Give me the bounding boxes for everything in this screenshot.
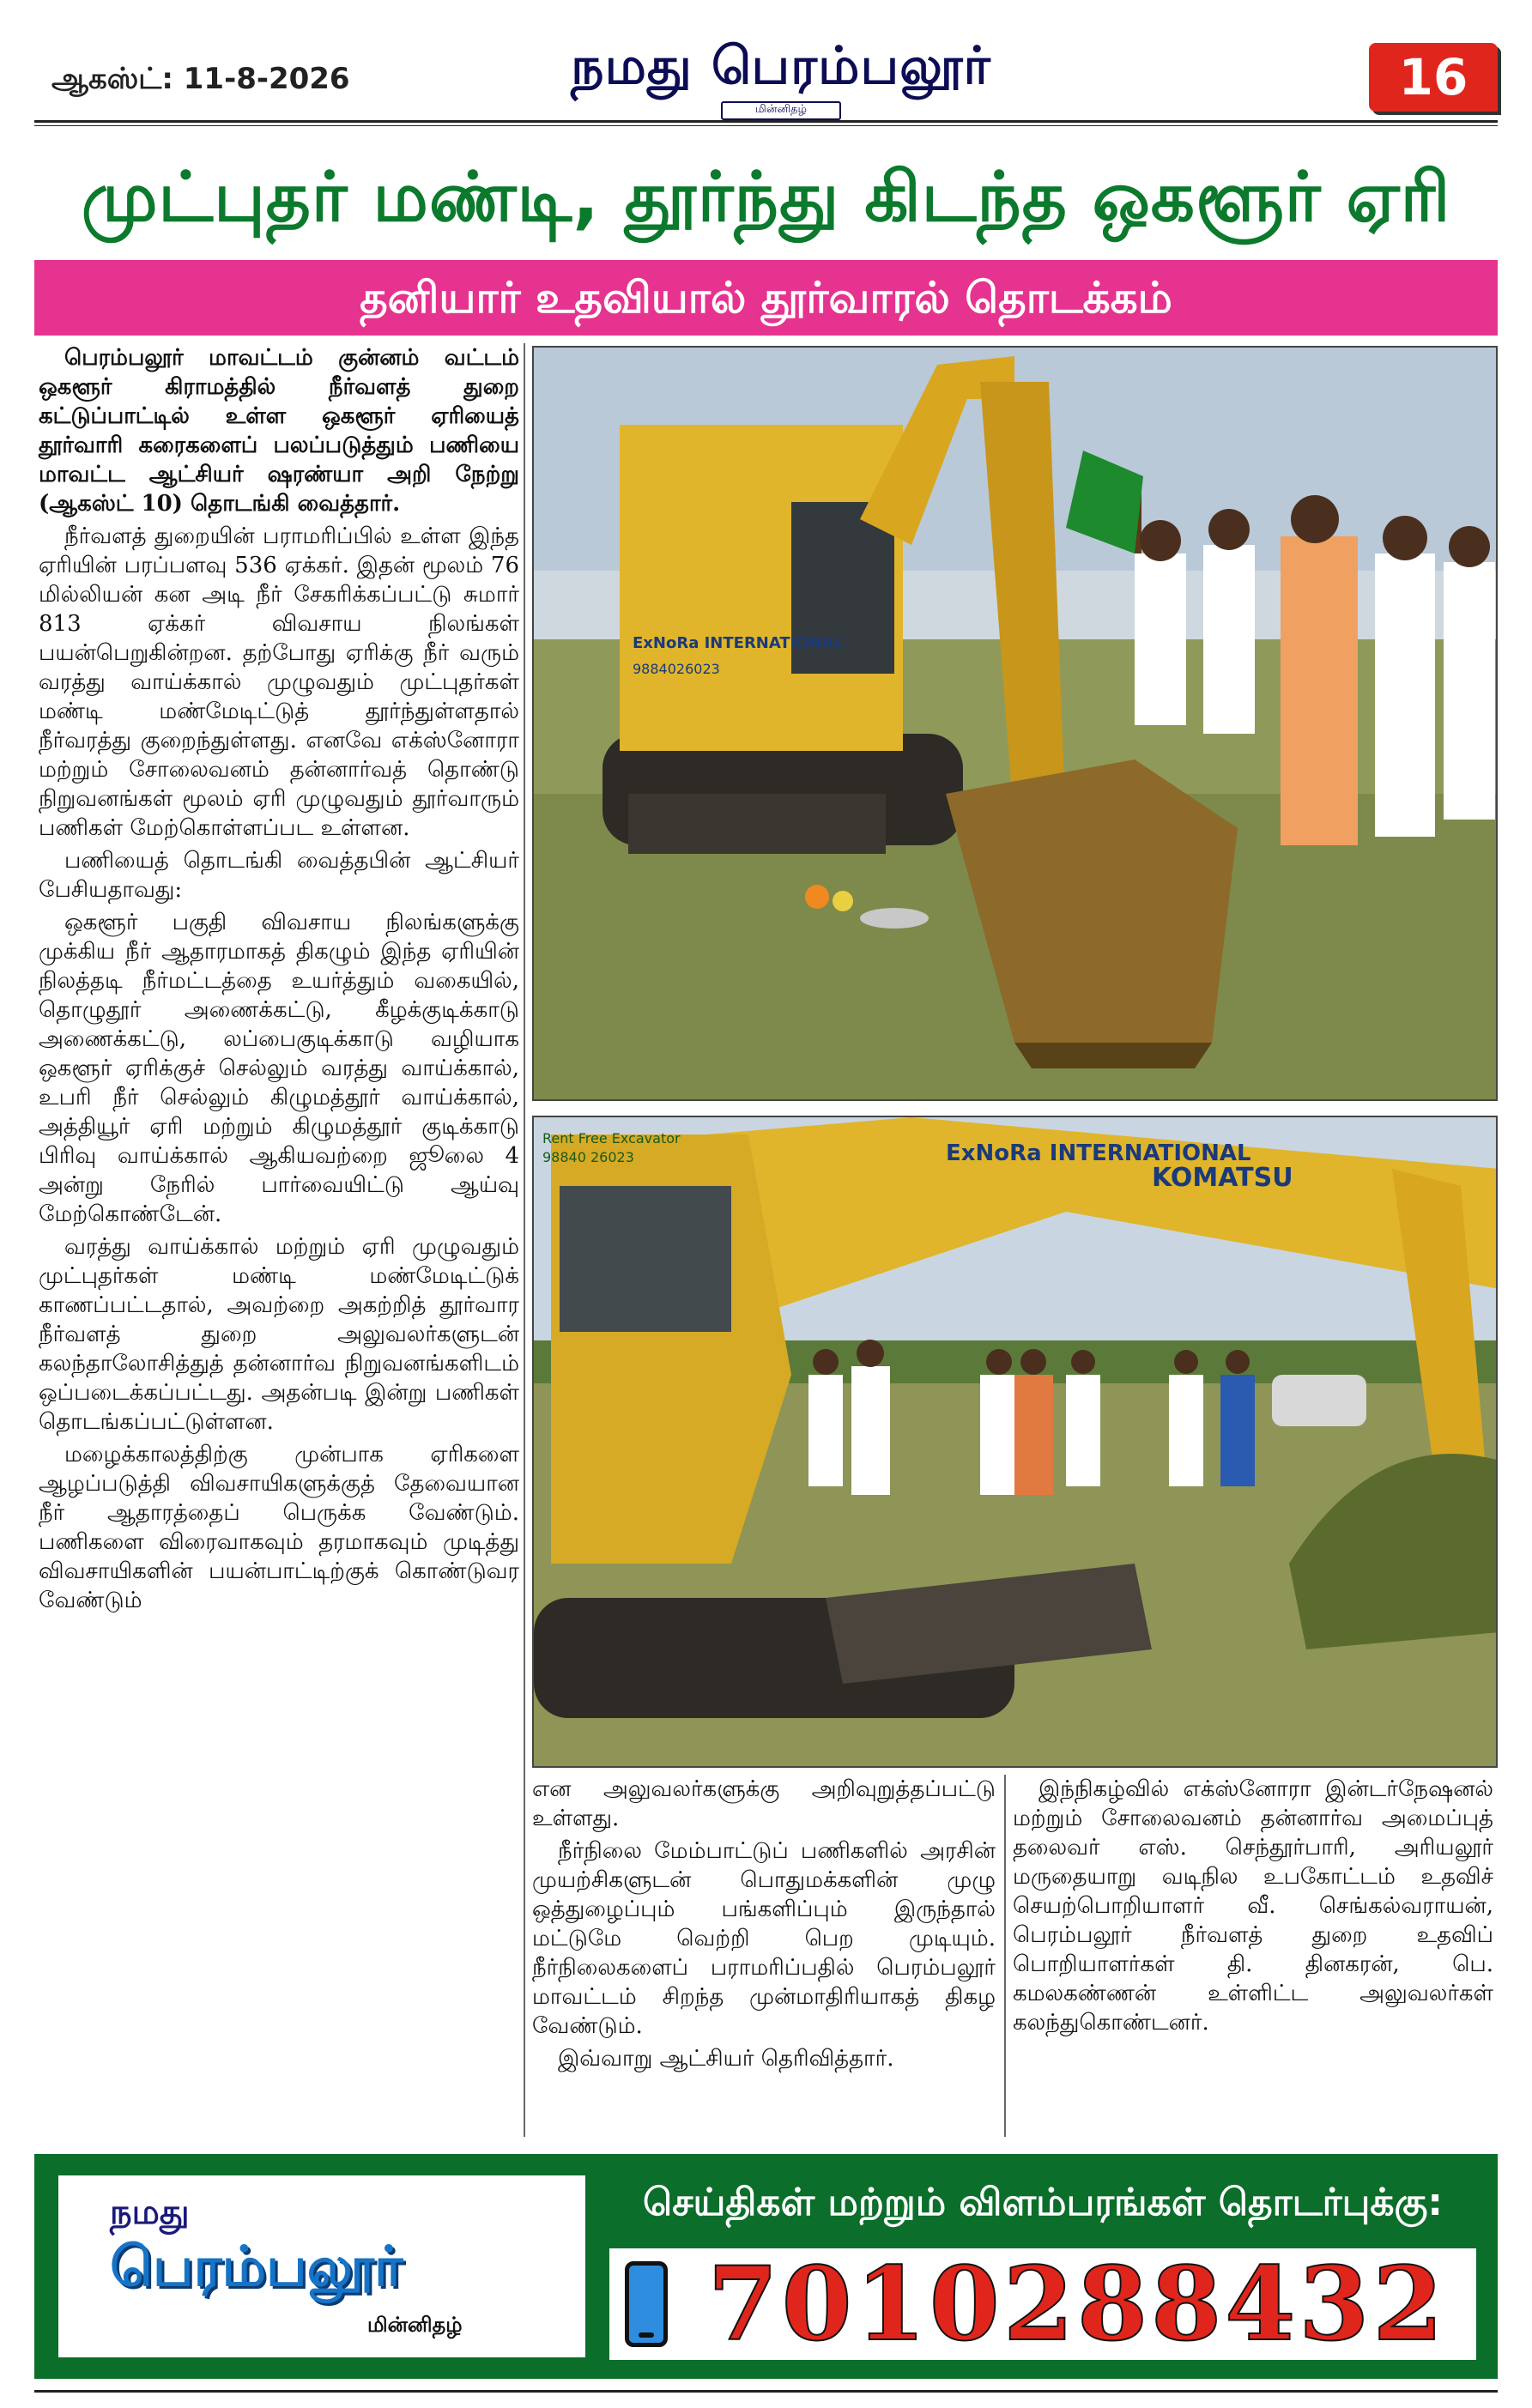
contact-label: செய்திகள் மற்றும் விளம்பரங்கள் தொடர்புக்கு:: [643, 2181, 1443, 2224]
paragraph: இந்நிகழ்வில் எக்ஸ்னோரா இன்டர்நேஷனல் மற்றும் சோலைவனம் தன்னார்வ அமைப்புத் தலைவர் எஸ். செந்தூர்பாரி, அரியலூர் மருதையாறு வடிநில உபகோட்டம் உதவிச் செயற்பொறியாளர் வீ. செங்கல்வராயன், பெரம்பலூர் நீர்வளத் துறை உதவிப் பொறியாளர்கள் தி. தினகரன், பெ. கமலகண்ணன் உள்ளிட்ட அலுவலர்கள் கலந்துகொண்டனர்.: [1013, 1776, 1493, 2036]
paragraph: பணியைத் தொடங்கி வைத்தபின் ஆட்சியர் பேசியதாவது:: [39, 848, 519, 903]
photo-brand-text: KOMATSU: [1152, 1163, 1293, 1193]
paragraph: ஒகளூர் பகுதி விவசாய நிலங்களுக்கு முக்கிய நீர் ஆதாரமாகத் திகழும் இந்த ஏரியின் நிலத்தடி நீர்மட்டத்தை உயர்த்தும் வகையில், தொழுதூர் அணைக்கட்டு, கீழக்குடிக்காடு அணைக்கட்டு, லப்பைகுடிக்காடு வழியாக ஒகளூர் ஏரிக்குச் செல்லும் வரத்து வாய்க்கால், உபரி நீர் செல்லும் கிழுமத்தூர் வாய்க்கால், அத்தியூர் ஏரி மற்றும் கிழுமத்தூர் குடிக்காடு பிரிவு வாய்க்கால் ஆகியவற்றை ஜூலை 4 அன்று நேரில் பார்வையிட்டு ஆய்வு மேற்கொண்டேன்.: [39, 910, 519, 1227]
photo-excavator-digging: [532, 1116, 1498, 1768]
paragraph: நீர்வளத் துறையின் பராமரிப்பில் உள்ள இந்த ஏரியின் பரப்பளவு 536 ஏக்கர். இதன் மூலம் 76 மில்லியன் கன அடி நீர் சேகரிக்கப்பட்டு சுமார் 813 ஏக்கர் விவசாய நிலங்கள் பயன்பெறுகின்றன. தற்போது ஏரிக்கு நீர் வரும் வரத்து வாய்க்கால் முழுவதும் முட்புதர்கள் மண்டி மண்மேடிட்டுத் தூர்ந்துள்ளதால் நீர்வரத்து குறைந்துள்ளது. எனவே எக்ஸ்னோரா மற்றும் சோலைவனம் தன்னார்வத் தொண்டு நிறுவனங்கள் மூலம் ஏரி முழுவதும் தூர்வாரும் பணிகள் மேற்கொள்ளப்பட உள்ளன.: [39, 523, 519, 841]
photo-signage-text: ExNoRa INTERNATIONAL: [633, 634, 845, 652]
article-column-middle: [532, 1775, 996, 2077]
masthead: [34, 26, 1498, 120]
article-column-left: [39, 343, 519, 1618]
paragraph: இவ்வாறு ஆட்சியர் தெரிவித்தார்.: [558, 2046, 894, 2072]
paragraph: என அலுவலர்களுக்கு அறிவுறுத்தப்பட்டு உள்ளது.: [532, 1776, 996, 1831]
paragraph: வரத்து வாய்க்கால் மற்றும் ஏரி முழுவதும் முட்புதர்கள் மண்டி மண்மேடிட்டுக் காணப்பட்டதால், அவற்றை அகற்றித் தூர்வார நீர்வளத் துறை அலுவலர்களுடன் கலந்தாலோசித்துத் தன்னார்வ நிறுவனங்களிடம் ஒப்படைக்கப்பட்டது. அதன்படி இன்று பணிகள் தொடங்கப்பட்டுள்ளன.: [39, 1234, 519, 1435]
paper-subtitle: மின்னிதழ்: [721, 101, 841, 120]
footer-contact-banner: [34, 2154, 1498, 2379]
logo-top-text: நமது: [110, 2193, 190, 2232]
contact-phone-number[interactable]: 7010288432: [707, 2244, 1447, 2363]
photo-signage-text: ExNoRa INTERNATIONAL: [946, 1140, 1251, 1166]
column-divider: [1004, 1775, 1006, 2137]
issue-date: ஆகஸ்ட்: 11-8-2026: [51, 62, 350, 96]
photo-signage-phone: 98840 26023: [542, 1149, 634, 1165]
article-column-right: [1013, 1775, 1493, 2041]
article-subhead: தனியார் உதவியால் தூர்வாரல் தொடக்கம்: [34, 260, 1498, 336]
article-headline: முட்புதர் மண்டி, தூர்ந்து கிடந்த ஒகளூர் ஏரி: [81, 157, 1451, 237]
paragraph: மழைக்காலத்திற்கு முன்பாக ஏரிகளை ஆழப்படுத்தி விவசாயிகளுக்குத் தேவையான நீர் ஆதாரத்தைப் பெருக்க வேண்டும். பணிகளை விரைவாகவும் தரமாகவும் முடித்து விவசாயிகளின் பயன்பாட்டிற்குக் கொண்டுவர வேண்டும்: [39, 1442, 519, 1613]
bottom-rule: [34, 2390, 1498, 2393]
paper-name: நமது பெரம்பலூர்: [571, 36, 991, 96]
photo-signage-text: Rent Free Excavator: [542, 1130, 681, 1147]
logo-main-text: பெரம்பலூர்: [110, 2236, 403, 2299]
mobile-phone-icon: [625, 2261, 668, 2347]
masthead-rule: [34, 120, 1498, 126]
logo-sub-text: மின்னிதழ்: [367, 2313, 463, 2337]
paragraph: பெரம்பலூர் மாவட்டம் குன்னம் வட்டம் ஒகளூர் கிராமத்தில் நீர்வளத் துறை கட்டுப்பாட்டில் உள்ள ஒகளூர் ஏரியைத் தூர்வாரி கரைகளைப் பலப்படுத்தும் பணியை மாவட்ட ஆட்சியர் ஷரண்யா அறி நேற்று (ஆகஸ்ட் 10) தொடங்கி வைத்தார்.: [39, 345, 519, 517]
paragraph: நீர்நிலை மேம்பாட்டுப் பணிகளில் அரசின் முயற்சிகளுடன் பொதுமக்களின் முழு ஒத்துழைப்பும் பங்களிப்பும் இருந்தால் மட்டுமே வெற்றி பெற முடியும். நீர்நிலைகளைப் பராமரிப்பதில் பெரம்பலூர் மாவட்டம் சிறந்த முன்மாதிரியாகத் திகழ வேண்டும்.: [532, 1838, 996, 2039]
page-number-badge: 16: [1369, 43, 1498, 112]
photo-excavator-flag-off: [532, 346, 1498, 1101]
footer-logo: [56, 2173, 588, 2360]
phone-box: [609, 2244, 1476, 2363]
photo-signage-phone: 9884026023: [633, 661, 720, 677]
column-divider: [524, 343, 525, 2137]
